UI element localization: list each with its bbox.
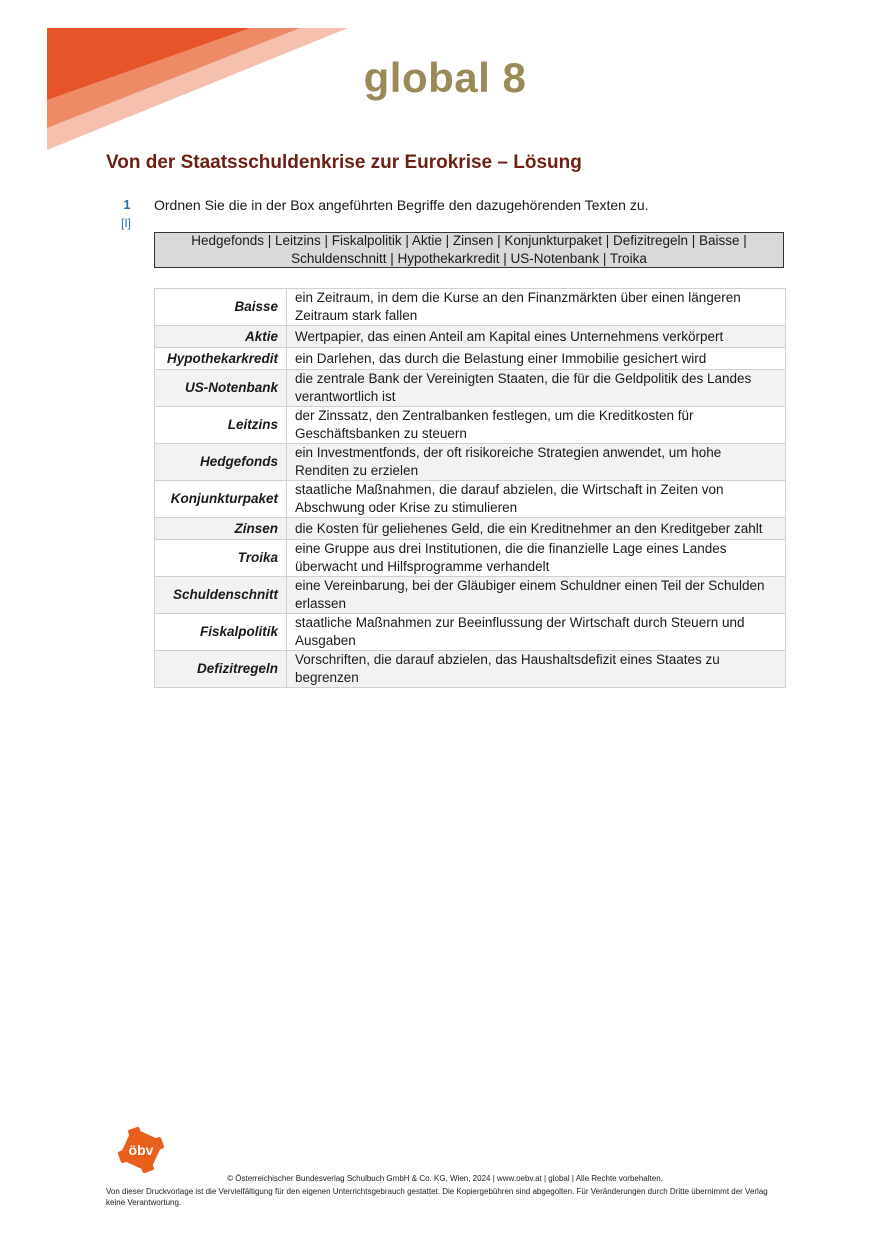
definition-cell: ein Investmentfonds, der oft risikoreiche Strategien anwendet, um hohe Renditen zu erzielen [287,444,786,481]
page-title: Von der Staatsschuldenkrise zur Eurokrise – Lösung [106,152,582,173]
table-row [155,348,786,370]
term-cell: Troika [155,540,287,577]
table-row [155,481,786,518]
footer-copyright: © Österreichischer Bundesverlag Schulbuch GmbH & Co. KG, Wien, 2024 | www.oebv.at | global | Alle Rechte vorbehalten. [227,1174,663,1183]
logo-text: öbv [128,1142,154,1158]
term-box-line-1: Hedgefonds | Leitzins | Fiskalpolitik | Aktie | Zinsen | Konjunkturpaket | Defizitregeln | Baisse | [191,233,747,248]
table-row [155,518,786,540]
definition-cell: staatliche Maßnahmen, die darauf abzielen, die Wirtschaft in Zeiten von Abschwung oder Krise zu stimulieren [287,481,786,518]
term-cell: Aktie [155,326,287,348]
definition-cell: die zentrale Bank der Vereinigten Staaten, die für die Geldpolitik des Landes verantwortlich ist [287,370,786,407]
definition-cell: ein Darlehen, das durch die Belastung einer Immobilie gesichert wird [287,348,786,370]
task-instruction: Ordnen Sie die in der Box angeführten Begriffe den dazugehörenden Texten zu. [154,197,649,213]
definition-cell: Wertpapier, das einen Anteil am Kapital eines Unternehmens verkörpert [287,326,786,348]
definition-cell: der Zinssatz, den Zentralbanken festlegen, um die Kreditkosten für Geschäftsbanken zu steuern [287,407,786,444]
term-cell: Konjunkturpaket [155,481,287,518]
oebv-logo [118,1127,164,1173]
term-cell: Schuldenschnitt [155,577,287,614]
definition-cell: die Kosten für geliehenes Geld, die ein Kreditnehmer an den Kreditgeber zahlt [287,518,786,540]
table-row [155,651,786,688]
table-row [155,370,786,407]
term-cell: Fiskalpolitik [155,614,287,651]
definition-cell: staatliche Maßnahmen zur Beeinflussung der Wirtschaft durch Steuern und Ausgaben [287,614,786,651]
definition-cell: eine Gruppe aus drei Institutionen, die die finanzielle Lage eines Landes überwacht und Hilfsprogramme verhandelt [287,540,786,577]
definition-cell: ein Zeitraum, in dem die Kurse an den Finanzmärkten über einen längeren Zeitraum stark fallen [287,289,786,326]
table-row [155,577,786,614]
definition-cell: Vorschriften, die darauf abzielen, das Haushaltsdefizit eines Staates zu begrenzen [287,651,786,688]
table-row [155,326,786,348]
term-box [154,232,784,268]
footer-notice: Von dieser Druckvorlage ist die Vervielfältigung für den eigenen Unterrichtsgebrauch gestattet. Die Kopiergebühren sind abgegolten. Für Veränderungen durch Dritte übernimmt der Verlag keine Verantwortung. [106,1187,768,1207]
term-cell: Leitzins [155,407,287,444]
table-row [155,444,786,481]
table-row [155,614,786,651]
term-cell: Baisse [155,289,287,326]
task-number: 1 [123,197,131,212]
term-cell: US-Notenbank [155,370,287,407]
table-row [155,540,786,577]
term-box-line-2: Schuldenschnitt | Hypothekarkredit | US-Notenbank | Troika [291,251,647,266]
table-row [155,407,786,444]
table-row [155,289,786,326]
term-cell: Zinsen [155,518,287,540]
task-level: [I] [120,216,131,230]
term-cell: Hypothekarkredit [155,348,287,370]
definition-cell: eine Vereinbarung, bei der Gläubiger einem Schuldner einen Teil der Schulden erlassen [287,577,786,614]
solution-table [154,288,786,688]
brand-title: global 8 [363,54,527,101]
term-cell: Defizitregeln [155,651,287,688]
term-cell: Hedgefonds [155,444,287,481]
